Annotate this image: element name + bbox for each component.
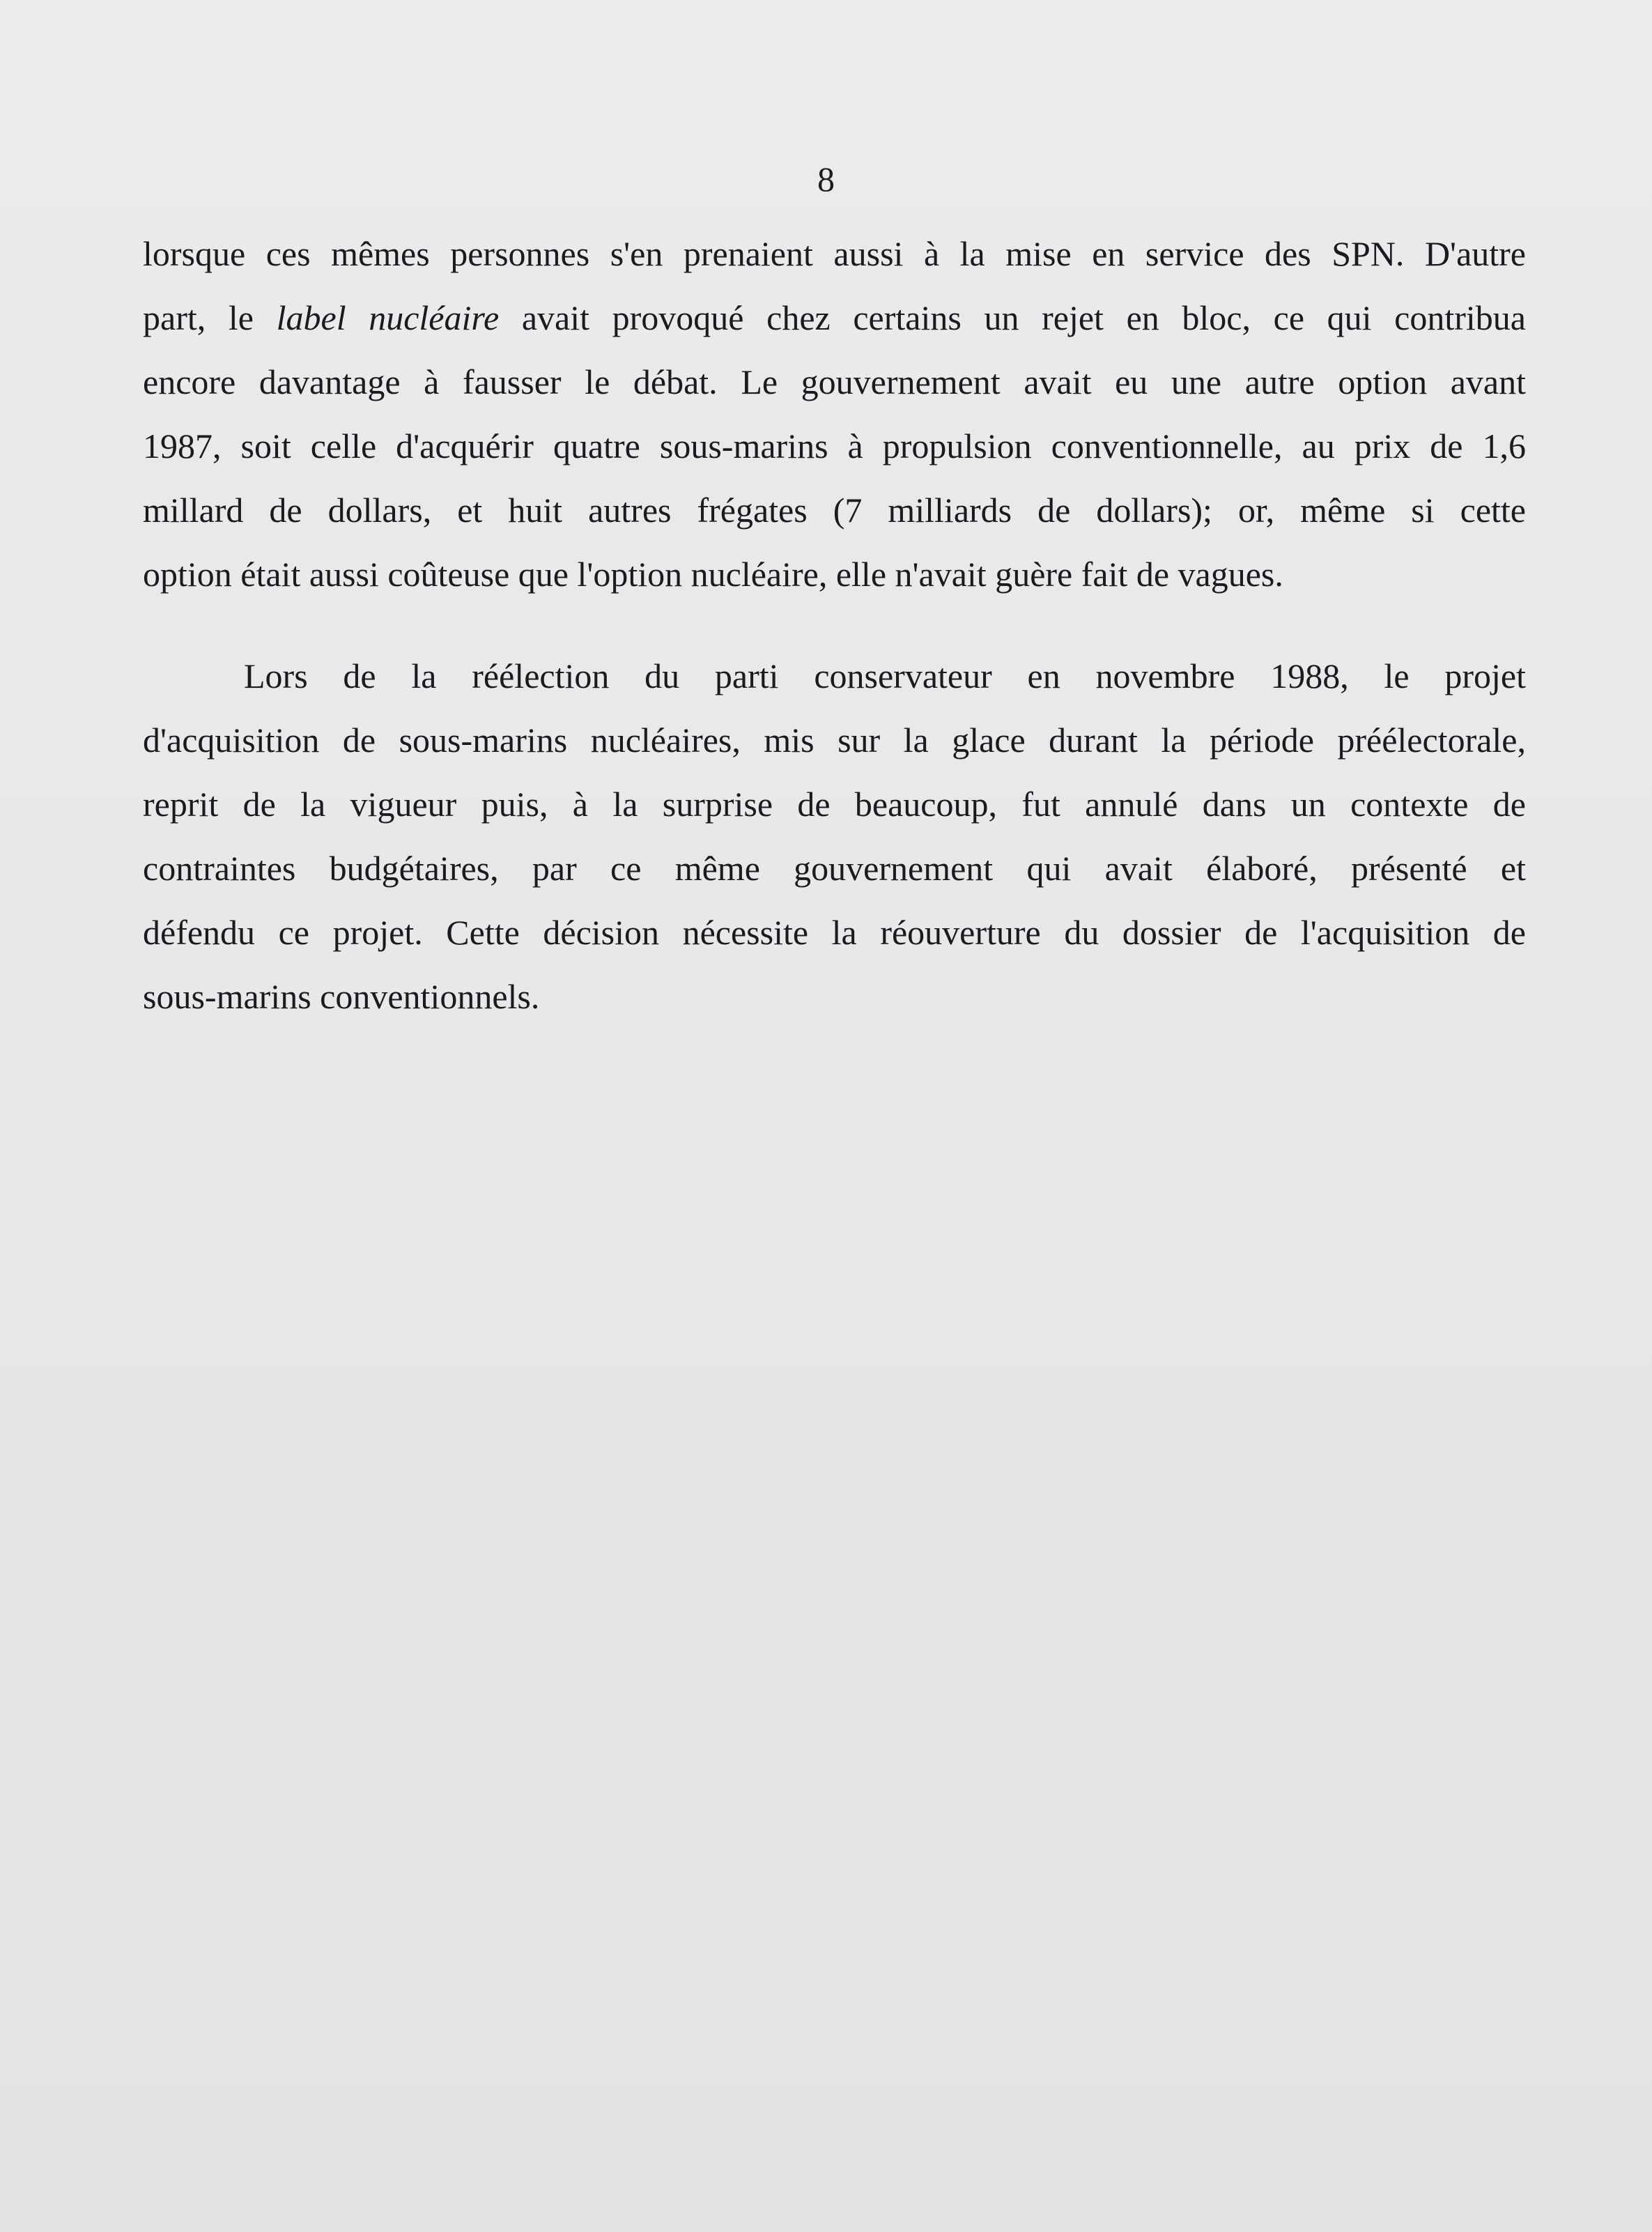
paragraph-1-line-2-start: part, le bbox=[143, 298, 254, 337]
paragraph-2-line-6: sous-marins conventionnels. bbox=[143, 977, 540, 1016]
paragraph-1-line-5: millard de dollars, et huit autres frégates (7 milliards de dollars); or, même si cette bbox=[143, 491, 1526, 530]
paragraph-1-line-1: lorsque ces mêmes personnes s'en prenaient aussi à la mise en service des SPN. D'autre bbox=[143, 234, 1526, 273]
paragraph-2-line-2: d'acquisition de sous-marins nucléaires, mis sur la glace durant la période préélectorale, bbox=[143, 721, 1526, 760]
paragraph-2-line-5: défendu ce projet. Cette décision nécessite la réouverture du dossier de l'acquisition de bbox=[143, 913, 1526, 952]
paragraph-1-line-6: option était aussi coûteuse que l'option nucléaire, elle n'avait guère fait de vagues. bbox=[143, 555, 1283, 594]
paragraph-2-line-1: Lors de la réélection du parti conservateur en novembre 1988, le projet bbox=[244, 656, 1526, 695]
paragraph-2-line-3: reprit de la vigueur puis, à la surprise de beaucoup, fut annulé dans un contexte de bbox=[143, 785, 1526, 824]
paragraph-1 bbox=[143, 222, 1526, 606]
paragraph-1-line-2-end: avait provoqué chez certains un rejet en bloc, ce qui contribua bbox=[521, 298, 1526, 337]
paragraph-1-line-4: 1987, soit celle d'acquérir quatre sous-marins à propulsion conventionnelle, au prix de 1,6 bbox=[143, 426, 1526, 465]
paragraph-spacer bbox=[143, 606, 1526, 644]
body-text bbox=[143, 222, 1526, 1029]
paragraph-2-line-4: contraintes budgétaires, par ce même gouvernement qui avait élaboré, présenté et bbox=[143, 849, 1526, 888]
paragraph-1-line-2 bbox=[143, 286, 1526, 350]
paragraph-1-line-3: encore davantage à fausser le débat. Le gouvernement avait eu une autre option avant bbox=[143, 362, 1526, 401]
paragraph-2 bbox=[143, 644, 1526, 1029]
page-number: 8 bbox=[817, 160, 835, 199]
italic-term: label nucléaire bbox=[276, 298, 500, 337]
